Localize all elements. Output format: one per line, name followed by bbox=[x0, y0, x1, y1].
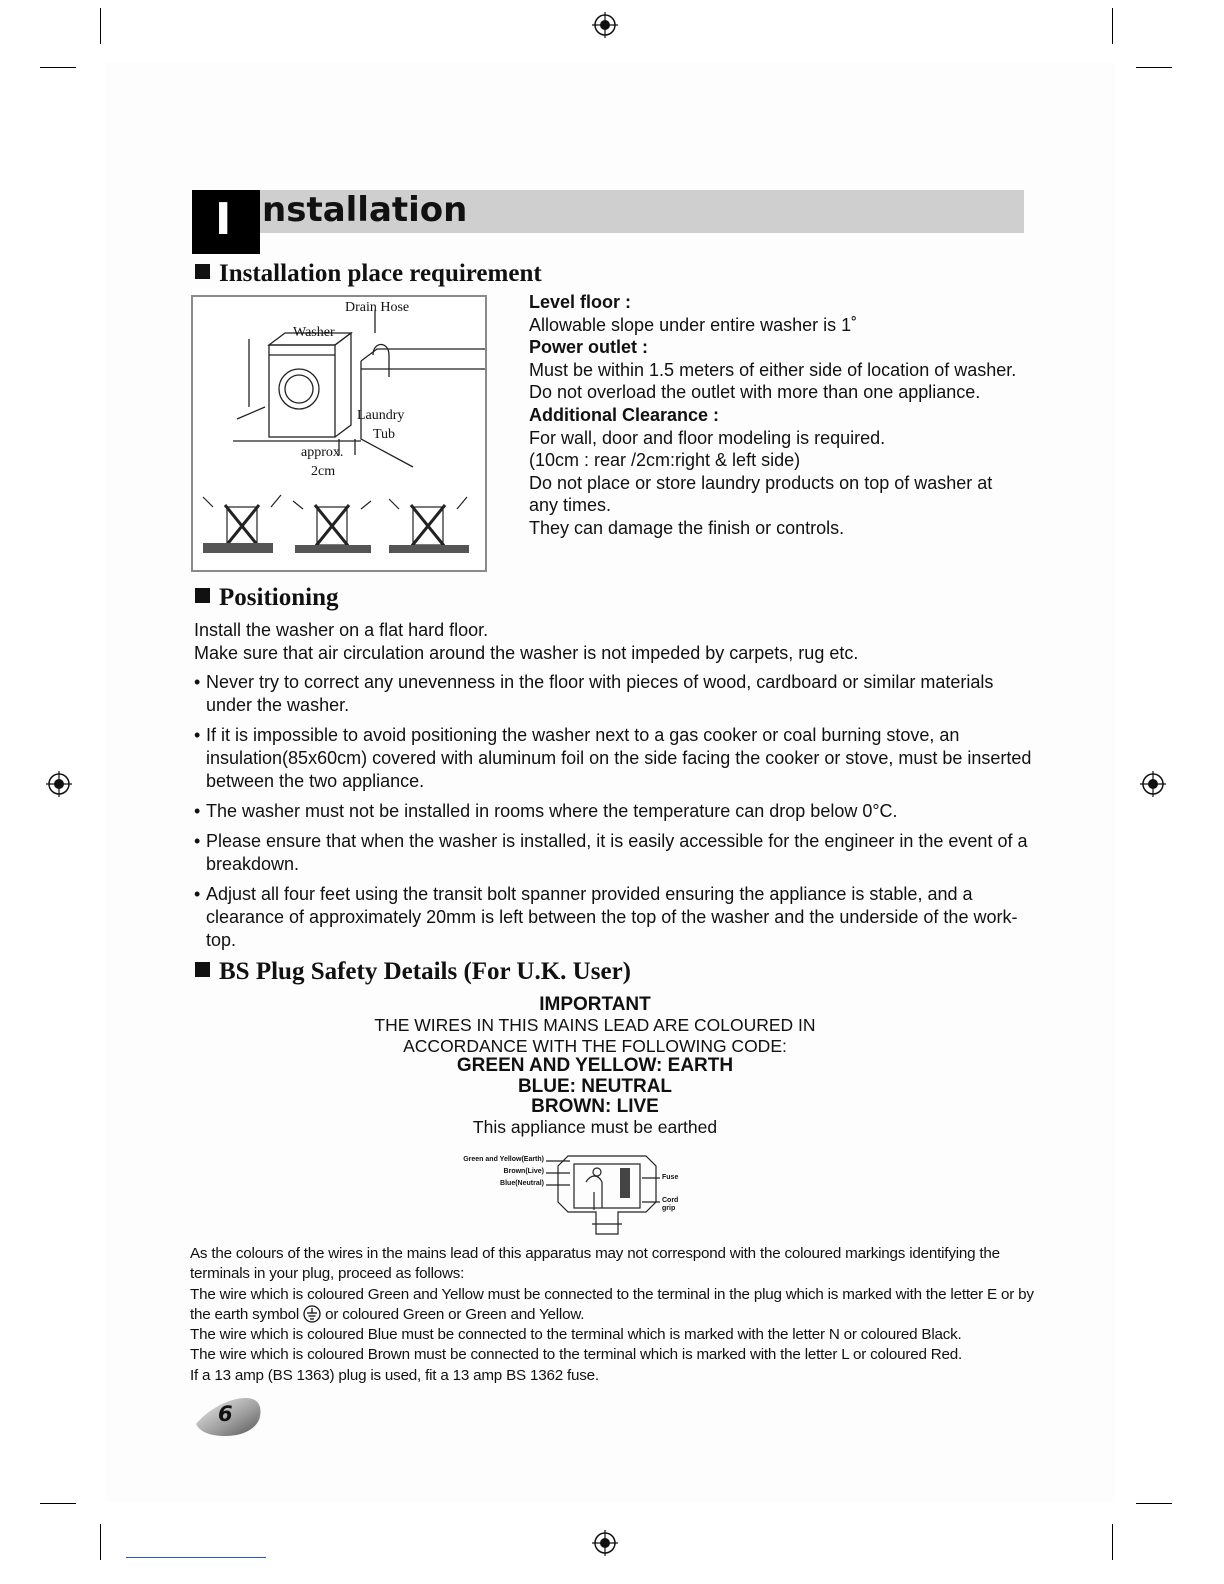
clearance-text: (10cm : rear /2cm:right & left side) bbox=[529, 450, 801, 471]
positioning-intro: Install the washer on a flat hard floor. bbox=[194, 620, 489, 640]
section-heading-bs-plug: BS Plug Safety Details (For U.K. User) bbox=[195, 957, 631, 987]
wires-statement: ACCORDANCE WITH THE FOLLOWING CODE: bbox=[403, 1035, 787, 1056]
level-floor-heading: Level floor : bbox=[529, 292, 632, 312]
crop-mark bbox=[1112, 1524, 1113, 1560]
wires-statement: THE WIRES IN THIS MAINS LEAD ARE COLOURED IN bbox=[374, 1015, 816, 1036]
wiring-paragraph: The wire which is coloured Brown must be connected to the terminal which is marked with the letter L or coloured Red. bbox=[190, 1346, 963, 1364]
crop-mark bbox=[40, 1503, 76, 1504]
figure-label-approx: approx. bbox=[301, 445, 344, 460]
crop-mark bbox=[100, 1524, 101, 1560]
page-number: 6 bbox=[218, 1402, 233, 1426]
positioning-list bbox=[194, 671, 1034, 952]
square-bullet-icon bbox=[195, 264, 210, 279]
clearance-text: Do not place or store laundry products on top of washer at any times. bbox=[529, 472, 993, 516]
registration-mark-icon bbox=[1140, 771, 1166, 797]
list-item: • Adjust all four feet using the transit bolt spanner provided ensuring the appliance is stable, and a clearance of approximately 20mm is left between the top of the washer and the underside of the work-top. bbox=[194, 883, 1034, 952]
crop-mark bbox=[100, 8, 101, 44]
page-title: nstallation bbox=[262, 190, 468, 230]
crop-mark bbox=[1136, 67, 1172, 68]
clearance-heading: Additional Clearance : bbox=[529, 404, 720, 425]
footer-rule bbox=[126, 1557, 266, 1558]
earthed-note: This appliance must be earthed bbox=[472, 1117, 718, 1138]
figure-label-washer: Washer bbox=[293, 325, 335, 340]
crop-mark bbox=[40, 67, 76, 68]
wiring-paragraph: As the colours of the wires in the mains lead of this apparatus may not correspond with the coloured markings identifying the terminals in your plug, proceed as follows: bbox=[190, 1245, 1000, 1283]
list-item: • The washer must not be installed in rooms where the temperature can drop below 0°C. bbox=[194, 800, 1034, 823]
plug-wiring-instructions bbox=[190, 1244, 1050, 1386]
square-bullet-icon bbox=[195, 962, 210, 977]
level-floor-text: Allowable slope under entire washer is 1˚ bbox=[529, 314, 858, 335]
important-label: IMPORTANT bbox=[539, 994, 651, 1015]
power-outlet-heading: Power outlet : bbox=[529, 337, 649, 358]
wire-colour-code-notice bbox=[300, 995, 890, 1138]
figure-label-distance: 2cm bbox=[311, 464, 336, 479]
registration-mark-icon bbox=[592, 12, 618, 38]
washer-installation-illustration bbox=[193, 297, 485, 570]
square-bullet-icon bbox=[195, 588, 210, 603]
wiring-paragraph: The wire which is coloured Green and Yellow must be connected to the terminal in the plug which is marked with the letter E or by the earth symbol or coloured Green or Green and Yellow. bbox=[190, 1285, 1034, 1323]
plug-wiring-diagram bbox=[463, 1148, 696, 1240]
wiring-paragraph: If a 13 amp (BS 1363) plug is used, fit a 13 amp BS 1362 fuse. bbox=[190, 1366, 599, 1384]
crop-mark bbox=[1112, 8, 1113, 44]
figure-label-tub: Tub bbox=[373, 427, 396, 442]
list-item: • Never try to correct any unevenness in the floor with pieces of wood, cardboard or similar materials under the washer. bbox=[194, 671, 1034, 717]
place-requirement-details bbox=[529, 291, 1019, 540]
registration-mark-icon bbox=[46, 771, 72, 797]
section-heading-place-requirement: Installation place requirement bbox=[195, 259, 542, 289]
clearance-text: They can damage the finish or controls. bbox=[529, 517, 845, 538]
installation-figure bbox=[191, 295, 487, 572]
plug-label-fuse: Fuse bbox=[662, 1174, 679, 1181]
plug-label-earth: Green and Yellow(Earth) bbox=[463, 1156, 544, 1163]
code-live: BROWN: LIVE bbox=[531, 1096, 659, 1118]
section-heading-positioning: Positioning bbox=[195, 583, 338, 613]
clearance-text: For wall, door and floor modeling is required. bbox=[529, 427, 886, 448]
figure-label-laundry: Laundry bbox=[357, 408, 405, 423]
plug-label-live: Brown(Live) bbox=[503, 1168, 544, 1175]
code-neutral: BLUE: NEUTRAL bbox=[517, 1075, 673, 1097]
plug-label-neutral: Blue(Neutral) bbox=[500, 1180, 544, 1187]
power-outlet-text: Must be within 1.5 meters of either side of location of washer. Do not overload the outlet with more than one appliance. bbox=[529, 359, 1017, 403]
title-initial: I bbox=[215, 194, 232, 245]
crop-mark bbox=[1136, 1503, 1172, 1504]
list-item: • Please ensure that when the washer is installed, it is easily accessible for the engineer in the event of a breakdown. bbox=[194, 830, 1034, 876]
positioning-body bbox=[194, 619, 1034, 959]
positioning-intro: Make sure that air circulation around the washer is not impeded by carpets, rug etc. bbox=[194, 643, 859, 663]
registration-mark-icon bbox=[592, 1530, 618, 1556]
earth-symbol-icon bbox=[303, 1305, 321, 1323]
wiring-paragraph: The wire which is coloured Blue must be connected to the terminal which is marked with the letter N or coloured Black. bbox=[190, 1326, 962, 1344]
code-earth: GREEN AND YELLOW: EARTH bbox=[456, 1055, 734, 1077]
plug-label-grip: grip bbox=[662, 1205, 676, 1212]
list-item: • If it is impossible to avoid positioning the washer next to a gas cooker or coal burning stove, an insulation(85x60cm) covered with aluminum foil on the side facing the cooker or stove, must be inserted between the two appliance. bbox=[194, 724, 1034, 793]
plug-label-cord: Cord bbox=[662, 1197, 679, 1204]
figure-label-drain-hose: Drain Hose bbox=[345, 300, 410, 315]
